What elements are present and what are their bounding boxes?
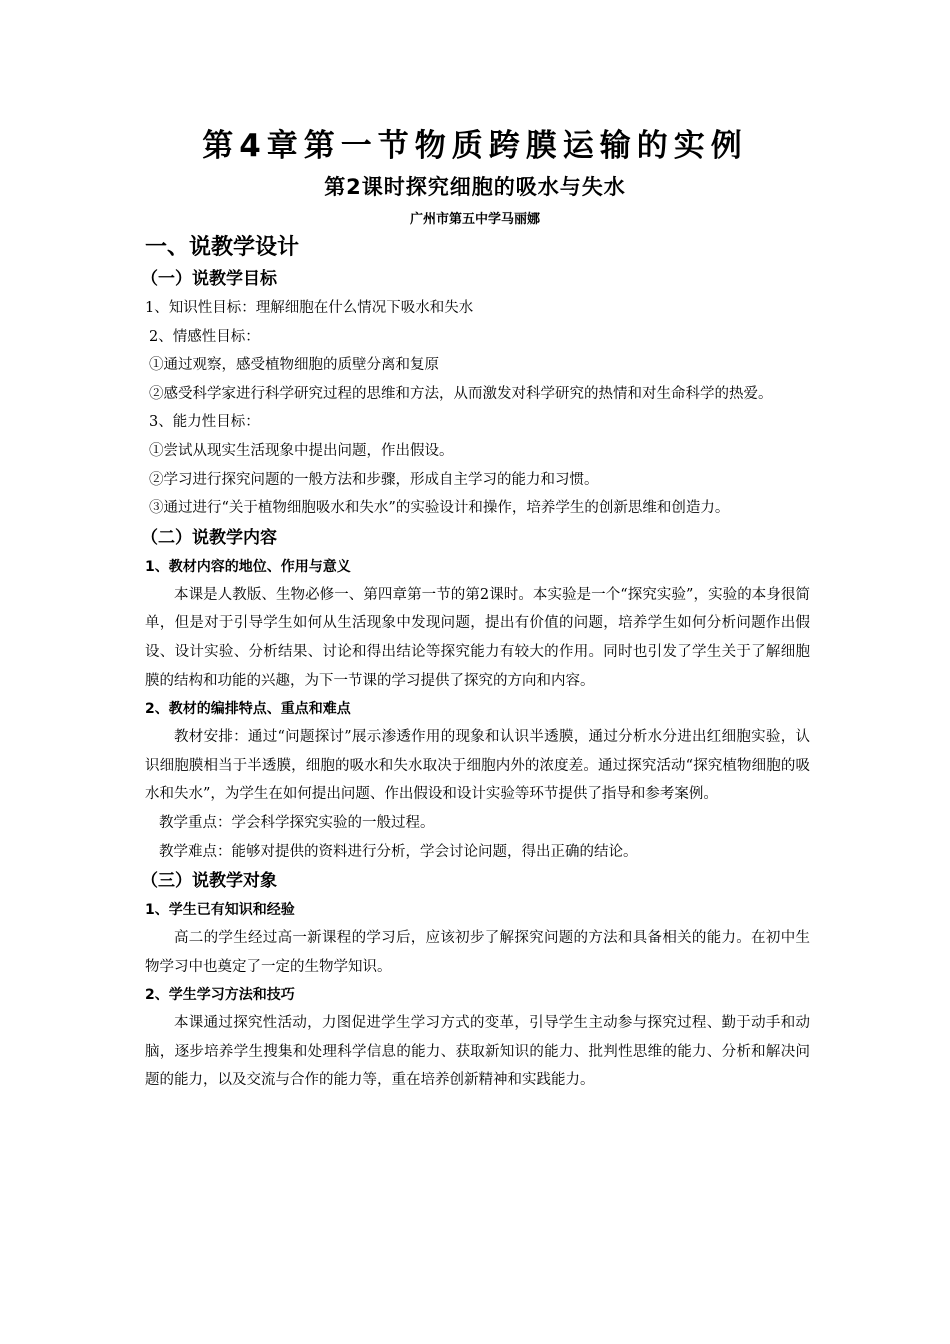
objective-line: 2、情感性目标： — [149, 328, 260, 345]
subsection-heading-content: （二）说教学内容 — [141, 527, 277, 548]
paragraph: 本课通过探究性活动，力图促进学生学习方式的变革，引导学生主动参与探究过程、勤于动手和动脑，逐步培养学生搜集和处理科学信息的能力、获取新知识的能力、批判性思维的能力、分析和解决问题的能力，以及交流与合作的能力等，重在培养创新精神和实践能力。 — [145, 1015, 810, 1089]
paragraph: 教材安排：通过“问题探讨”展示渗透作用的现象和认识半透膜，通过分析水分进出红细胞实验，认识细胞膜相当于半透膜，细胞的吸水和失水取决于细胞内外的浓度差。通过探究活动“探究植物细胞的吸水和失水”，为学生在如何提出问题、作出假设和设计实验等环节提供了指导和参考案例。 — [145, 729, 810, 803]
objective-line: ①通过观察，感受植物细胞的质壁分离和复原 — [149, 357, 439, 374]
document-subtitle: 第2课时探究细胞的吸水与失水 — [324, 175, 626, 199]
topic-heading: 2、学生学习方法和技巧 — [145, 987, 295, 1004]
subsection-heading-objectives: （一）说教学目标 — [141, 269, 277, 289]
objective-line: ②感受科学家进行科学研究过程的思维和方法，从而激发对科学研究的热情和对生命科学的热爱。 — [149, 385, 773, 402]
objective-line: 3、能力性目标： — [149, 414, 260, 431]
objective-line: ①尝试从现实生活现象中提出问题，作出假设。 — [149, 442, 454, 459]
document-title: 第4章第一节物质跨膜运输的实例 — [202, 128, 748, 164]
topic-heading: 1、教材内容的地位、作用与意义 — [145, 558, 351, 575]
subsection-heading-students: （三）说教学对象 — [141, 871, 277, 892]
objective-line: ②学习进行探究问题的一般方法和步骤，形成自主学习的能力和习惯。 — [149, 471, 599, 488]
key-point-line: 教学重点：学会科学探究实验的一般过程。 — [159, 814, 435, 831]
section-heading: 一、说教学设计 — [145, 235, 300, 260]
paragraph: 高二的学生经过高一新课程的学习后，应该初步了解探究问题的方法和具备相关的能力。在初中生物学习中也奠定了一定的生物学知识。 — [145, 930, 810, 975]
document-author: 广州市第五中学马丽娜 — [409, 212, 540, 227]
document-body — [141, 232, 810, 1095]
difficulty-line: 教学难点：能够对提供的资料进行分析，学会讨论问题，得出正确的结论。 — [159, 843, 638, 860]
topic-heading: 2、教材的编排特点、重点和难点 — [145, 701, 351, 718]
objective-line: 1、知识性目标：理解细胞在什么情况下吸水和失水 — [145, 300, 474, 316]
topic-heading: 1、学生已有知识和经验 — [145, 902, 295, 919]
objective-line: ③通过进行“关于植物细胞吸水和失水”的实验设计和操作，培养学生的创新思维和创造力。 — [149, 500, 730, 517]
paragraph: 本课是人教版、生物必修一、第四章第一节的第2课时。本实验是一个“探究实验”，实验的本身很简单，但是对于引导学生如何从生活现象中发现问题，提出有价值的问题，培养学生如何分析问题作出假设、设计实验、分析结果、讨论和得出结论等探究能力有较大的作用。同时也引发了学生关于了解细胞膜的结构和功能的兴趣，为下一节课的学习提供了探究的方向和内容。 — [145, 586, 810, 689]
